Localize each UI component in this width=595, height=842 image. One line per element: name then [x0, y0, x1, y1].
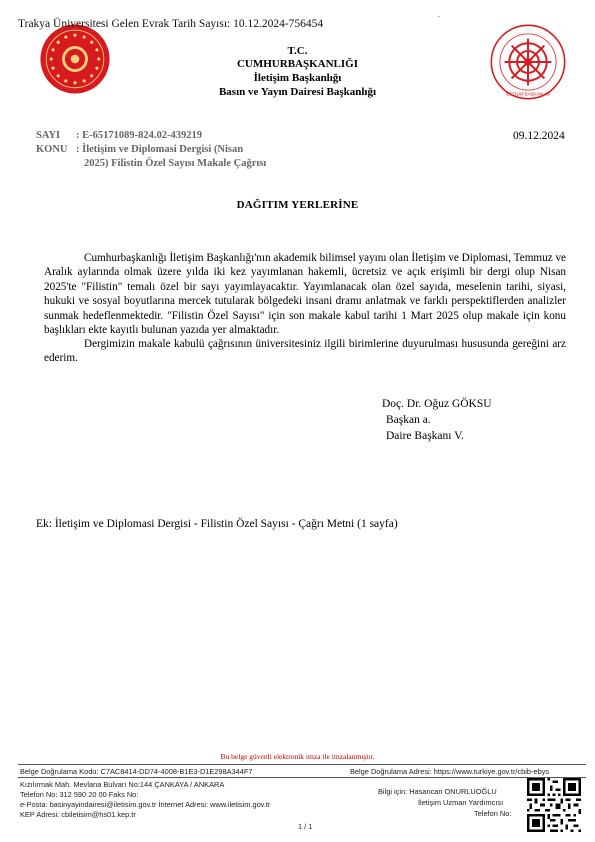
sayi-label: SAYI	[36, 130, 61, 141]
signatory-title-2: Daire Başkanı V.	[386, 430, 464, 442]
header-tc: T.C.	[287, 45, 308, 57]
contact-role: İletişim Uzman Yardımcısı	[418, 798, 504, 807]
footer-divider-top	[18, 764, 586, 765]
signatory-name: Doç. Dr. Oğuz GÖKSU	[382, 398, 492, 410]
verification-code: Belge Doğrulama Kodu: C7AC8414-DD74-4008-B1E3-D1E298A344F7	[20, 767, 253, 776]
mark-dot: .	[438, 10, 440, 19]
signatory-title-1: Başkan a.	[386, 414, 431, 426]
secure-signature-note: Bu belge güvenli elektronik imza ile imzalanmıştır.	[220, 752, 375, 761]
contact-person: Bilgi için: Hasancan ONURLUOĞLU	[378, 787, 497, 796]
header-presidency: CUMHURBAŞKANLIĞI	[236, 58, 358, 70]
phone-fax: Telefon No: 312 590 20 00 Faks No:	[20, 790, 139, 799]
page-number: 1 / 1	[298, 822, 313, 831]
kep-address: KEP Adresi: cbiletisim@hs01.kep.tr	[20, 810, 136, 819]
contact-phone: Telefon No:	[474, 809, 512, 818]
footer-divider-bottom	[18, 777, 586, 778]
attachment-note: Ek: İletişim ve Diplomasi Dergisi - Filistin Özel Sayısı - Çağrı Metni (1 sayfa)	[36, 518, 398, 530]
body-paragraph-1: Cumhurbaşkanlığı İletişim Başkanlığı'nın akademik bilimsel yayını olan İletişim ve Diplomasi, Temmuz ve Aralık aylarında olmak üzere yılda iki kez yayımlanan hakemli, ücretsiz ve açık erişimli bir dergi olup Nisan 2025'te "Filistin" temalı özel bir sayı yayımlayacaktır. Yayımlanacak olan özel sayıda, meselenin tarihi, siyasi, hukuki ve sosyal boyutlarına mercek tutularak bölgedeki insani dramı anlatmak ve farklı perspektiflerden analizler sunmak hedeflenmektedir. "Filistin Özel Sayısı" için son makale kabul tarihi 1 Mart 2025 olup makale için konu başlıkları ekte kayıtlı bulunan yazıda yer almaktadır.	[44, 252, 567, 337]
konu-value-line2: 2025) Filistin Özel Sayısı Makale Çağrısı	[84, 158, 267, 169]
incoming-document-stamp: Trakya Üniversitesi Gelen Evrak Tarih Sayısı: 10.12.2024-756454	[18, 18, 324, 30]
qr-code-icon	[527, 778, 581, 832]
header-department: Basın ve Yayın Dairesi Başkanlığı	[218, 86, 377, 98]
right-logo-text: İLETİŞİM BAŞKANLIĞI	[505, 91, 551, 97]
sayi-value: : E-65171089-824.02-439219	[76, 130, 202, 141]
header-directorate: İletişim Başkanlığı	[253, 72, 342, 84]
konu-value-line1: : İletişim ve Diplomasi Dergisi (Nisan	[76, 144, 244, 155]
email-web: e-Posta: basinyayindairesi@iletisim.gov.tr İnternet Adresi: www.iletisim.gov.tr	[20, 800, 271, 809]
body-paragraph-2: Dergimizin makale kabulü çağrısının üniversitesiniz ilgili birimlerine duyurulması hususunda gereğini arz ederim.	[44, 338, 566, 365]
postal-address: Kızılırmak Mah. Mevlana Bulvarı No:144 ÇANKAYA / ANKARA	[20, 780, 225, 789]
konu-label: KONU	[36, 144, 68, 155]
distribution-title: DAĞITIM YERLERİNE	[236, 199, 359, 211]
document-date: 09.12.2024	[513, 130, 565, 142]
verification-address: Belge Doğrulama Adresi: https://www.turkiye.gov.tr/cbib-ebys	[350, 767, 550, 776]
